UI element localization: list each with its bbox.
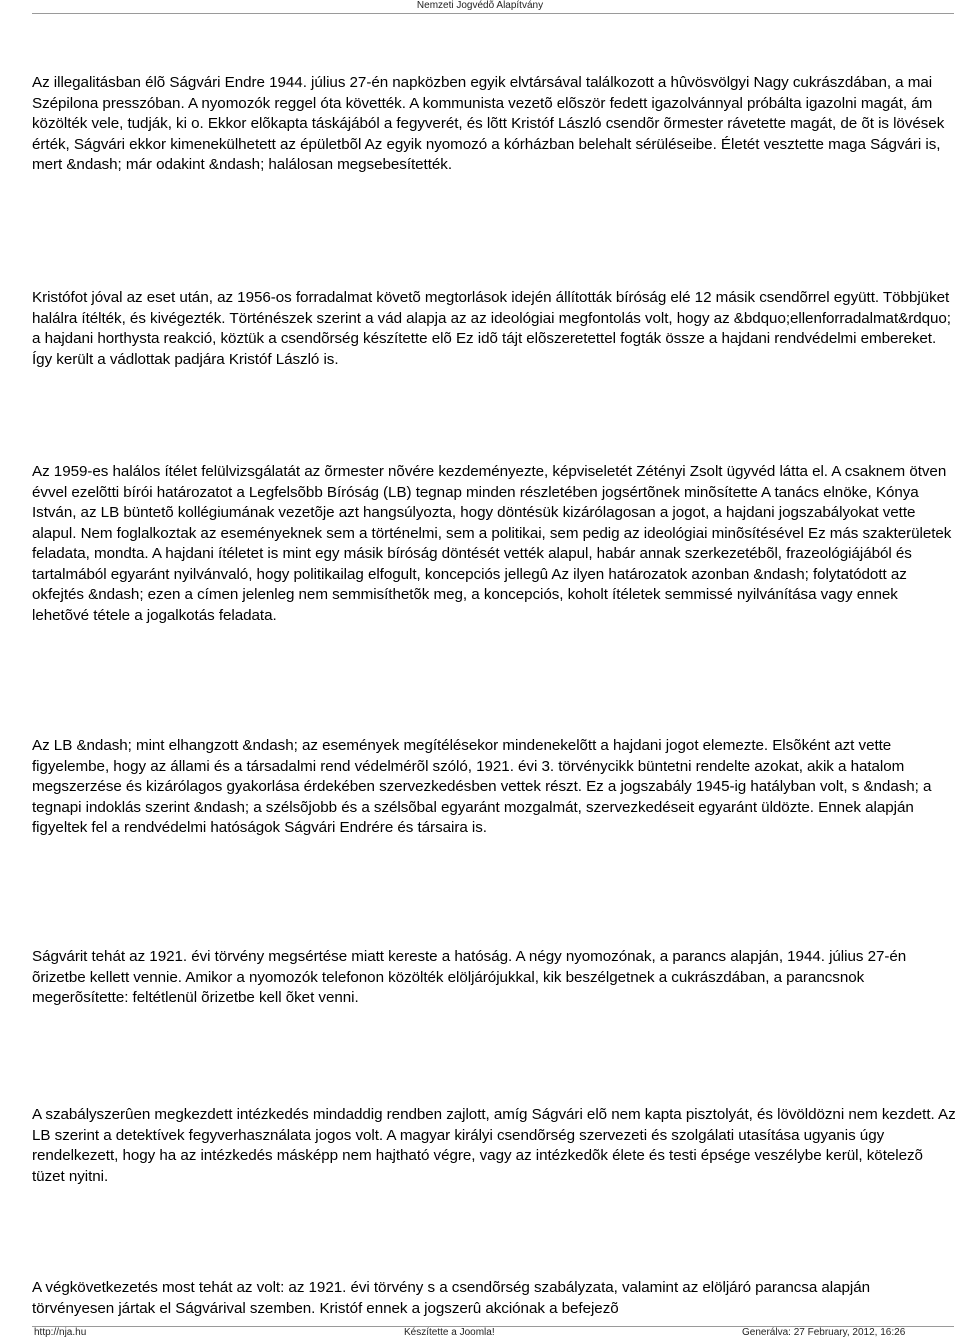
header-divider (32, 13, 954, 14)
footer-credit: Készítette a Joomla! (404, 1327, 495, 1338)
site-title: Nemzeti Jogvédõ Alapítvány (416, 0, 544, 11)
paragraph-6: A szabályszerûen megkezdett intézkedés mindaddig rendben zajlott, amíg Ságvári elõ nem kapta pisztolyát, és lövöldözni nem kezdett. Az LB szerint a detektívek fegyverhasználata jogos volt. A magyar királyi csendõrség szervezeti és szolgálati utasítása ugyanis úgy rendelkezett, hogy ha az intézkedés másképp nem hajtható végre, vagy az intézkedõk élete és testi épsége veszélybe kerül, kötelezõ tüzet nyitni. (32, 1106, 956, 1185)
footer-generated-date: Generálva: 27 February, 2012, 16:26 (742, 1327, 906, 1338)
page-footer (0, 1327, 960, 1338)
paragraph-5: Ságvárit tehát az 1921. évi törvény megsértése miatt kereste a hatóság. A négy nyomozónak, a parancs alapján, 1944. július 27-én õrizetbe kellett vennie. Amikor a nyomozók telefonon közölték elöljárójukkal, kik beszélgetnek a cukrászdában, a parancsnok megerõsítette: feltétlenül õrizetbe kell õket venni. (32, 948, 907, 1006)
footer-url-link[interactable]: http://nja.hu (34, 1327, 87, 1338)
paragraph-7: A végkövetkezetés most tehát az volt: az 1921. évi törvény s a csendõrség szabályzata, valamint az elöljáró parancsa alapján törvényesen jártak el Ságvárival szemben. Kristóf ennek a jogszerû akciónak a befejezõ (32, 1279, 871, 1317)
paragraph-2: Kristófot jóval az eset után, az 1956-os forradalmat követõ megtorlások idején állították bíróság elé 12 másik csendõrrel együtt. Többjüket halálra ítélték, és kivégezték. Történészek szerint a vád alapja az az ideológiai megfontolás volt, hogy az &bdquo;ellenforradalmat&rdquo; a hajdani horthysta reakció, köztük a csendõrség készítette elõ Ez idõ tájt elõszeretettel fogták össze a hajdani rendvédelmi embereket. Így került a vádlottak padjára Kristóf László is. (32, 289, 951, 368)
paragraph-1: Az illegalitásban élõ Ságvári Endre 1944. július 27-én napközben egyik elvtársával találkozott a hûvösvölgyi Nagy cukrászdában, a mai Szépilona presszóban. A nyomozók reggel óta követték. A kommunista vezetõ elõször fedett igazolvánnyal próbálta igazolni magát, ám közölték vele, tudják, ki o. Ekkor elõkapta táskájából a fegyverét, és lõtt Kristóf László csendõr õrmester rávetette magát, de õt is lövések érték, Ságvári ekkor kimenekülhetett az épületbõl Az egyik nyomozó a kórházban belehalt sérüléseibe. Életét vesztette maga Ságvári is, mert &ndash; már odakint &ndash; halálosan megsebesítették. (32, 74, 945, 173)
paragraph-4: Az LB &ndash; mint elhangzott &ndash; az események megítélésekor mindenekelõtt a hajdani jogot elemezte. Elsõként azt vette figyelembe, hogy az állami és a társadalmi rend védelmérõl szóló, 1921. évi 3. törvénycikk büntetni rendelte azokat, akik a hatalom megszerzése és kizárólagos gyakorlása érdekében szervezkedésben vettek részt. Ez a jogszabály 1945-ig hatályban volt, s &ndash; a tegnapi indoklás szerint &ndash; a szélsõjobb és a szélsõbal egyaránt mozgalmát, szervezkedéseit egyaránt üldözte. Ennek alapján figyeltek fel a rendvédelmi hatóságok Ságvári Endrére és társaira is. (32, 737, 932, 836)
page-header (0, 0, 960, 12)
paragraph-3: Az 1959-es halálos ítélet felülvizsgálatát az õrmester nõvére kezdeményezte, képviseletét Zétényi Zsolt ügyvéd látta el. A csaknem ötven évvel ezelõtti bírói határozatot a Legfelsõbb Bíróság (LB) tegnap minden részletében jogsértõnek minõsítette A tanács elnöke, Kónya István, az LB büntetõ kollégiumának vezetõje azt hangsúlyozta, hogy döntésük kizárólagosan a jogot, a hajdani jogszabályokat vette alapul. Nem foglalkoztak az eseményeknek sem a történelmi, sem a politikai, sem pedig az ideológiai minõsítésével Ez más szakterületek feladata, mondta. A hajdani ítéletet is mint egy másik bíróság döntését vették alapul, habár annak szerkezetébõl, frazeológiájából és tartalmából egyaránt nyilvánvaló, hogy politikailag elfogult, koncepciós jellegû Az ilyen határozatok azonban &ndash; folytatódott az okfejtés &ndash; ezen a címen jelenleg nem semmisíthetõk meg, a koncepciós, koholt ítéletek semmissé nyilvánítása vagy ennek lehetõvé tétele a jogalkotás feladata. (32, 463, 952, 624)
